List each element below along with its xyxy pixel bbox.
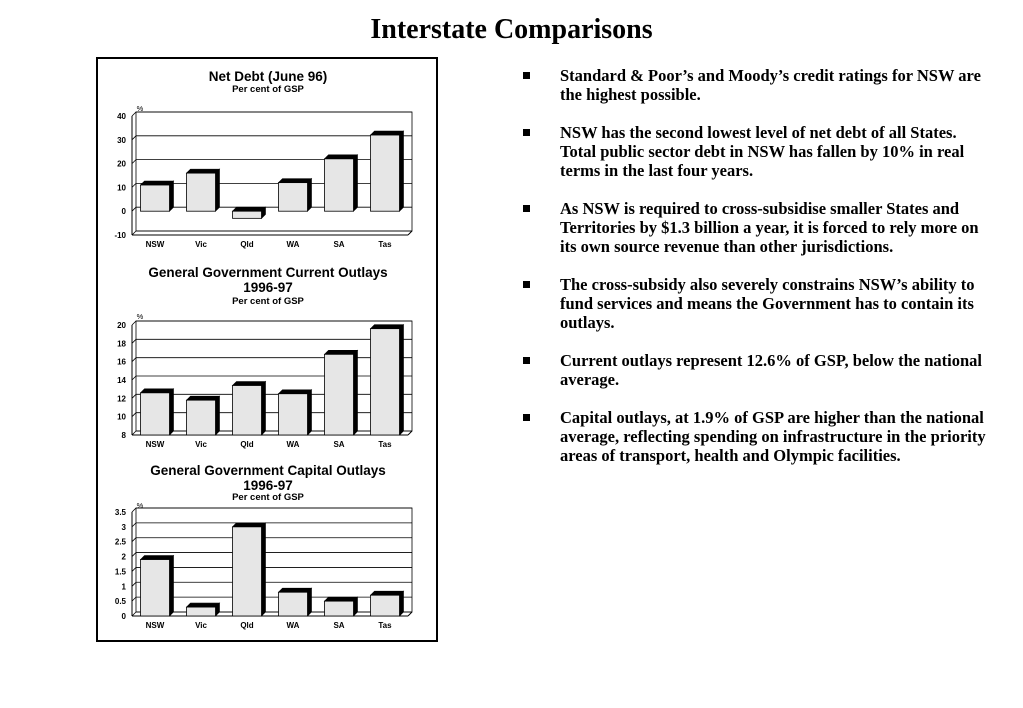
y-tick-label: 3.5 [114, 508, 126, 517]
bar-top [187, 396, 220, 400]
x-tick-label: Tas [378, 621, 392, 630]
x-tick-label: NSW [145, 440, 165, 449]
bar-top [371, 325, 404, 329]
bullet-text: NSW has the second lowest level of net debt of all States. Total public sector debt in NSW has fallen by 10% in real terms in the last four years. [560, 123, 965, 180]
x-tick-label: WA [286, 440, 300, 449]
bar-side [262, 382, 266, 436]
gridline-diagonal [132, 112, 136, 116]
bar-top [371, 131, 404, 135]
gridline-diagonal [132, 431, 136, 435]
y-axis-unit-label: % [136, 104, 144, 113]
x-axis-corner [408, 612, 412, 616]
y-tick-label: 20 [117, 159, 126, 169]
bar-top [187, 603, 220, 607]
bullet-square-icon [523, 281, 530, 288]
chart-title-line2: 1996-97 [243, 478, 293, 493]
page-title: Interstate Comparisons [370, 14, 653, 45]
bar [325, 159, 354, 211]
bar-side [308, 390, 312, 435]
x-tick-label: Qld [240, 440, 254, 449]
y-tick-label: 12 [117, 394, 126, 404]
bar [187, 173, 216, 211]
x-tick-label: NSW [145, 240, 165, 249]
bullet-item [520, 199, 990, 256]
bullet-item [520, 66, 990, 104]
chart-title-line2: 1996-97 [243, 280, 293, 295]
y-tick-label: 10 [117, 412, 126, 422]
bar [233, 527, 262, 616]
gridline-diagonal [132, 553, 136, 557]
y-axis-unit-label: % [136, 312, 144, 321]
x-tick-label: Qld [240, 621, 254, 630]
y-tick-label: 18 [117, 339, 126, 349]
chart-subtitle: Per cent of GSP [232, 296, 304, 307]
x-tick-label: NSW [145, 621, 165, 630]
x-tick-label: SA [333, 621, 345, 630]
bullet-item [520, 408, 990, 465]
x-tick-label: SA [333, 240, 345, 249]
bar-top [279, 588, 312, 592]
bar-side [308, 179, 312, 212]
bullet-item [520, 351, 990, 389]
x-axis-corner [408, 231, 412, 235]
gridline-diagonal [132, 538, 136, 542]
x-tick-label: WA [286, 240, 300, 249]
bullet-text: The cross-subsidy also severely constrains NSW’s ability to fund services and means the Government has to contain its outlays. [560, 275, 975, 332]
bullet-text: Capital outlays, at 1.9% of GSP are higher than the national average, reflecting spending on infrastructure in the priority areas of transport, health and Olympic facilities. [560, 408, 986, 465]
bar [233, 211, 262, 218]
gridline-diagonal [132, 523, 136, 527]
bar-side [400, 131, 404, 211]
bar-top [371, 591, 404, 595]
bar-top [325, 597, 358, 601]
bar-side [354, 155, 358, 211]
y-tick-label: 0 [121, 207, 126, 217]
bar-top [141, 181, 174, 185]
x-tick-label: WA [286, 621, 300, 630]
bar-side [354, 350, 358, 435]
bar [233, 386, 262, 436]
bar-side [170, 181, 174, 211]
y-tick-label: 1 [121, 582, 126, 592]
bar [141, 393, 170, 435]
gridline-diagonal [132, 183, 136, 187]
gridline-diagonal [132, 597, 136, 601]
gridline-diagonal [132, 160, 136, 164]
gridline-diagonal [132, 136, 136, 140]
bar-top [187, 169, 220, 173]
chart-subtitle: Per cent of GSP [232, 492, 304, 503]
chart-title: General Government Current Outlays [148, 265, 388, 280]
bullet-text: Current outlays represent 12.6% of GSP, below the national average. [560, 351, 982, 389]
y-tick-label: 2 [121, 552, 126, 562]
bar-side [216, 396, 220, 435]
chart-subtitle: Per cent of GSP [232, 84, 304, 95]
bullet-square-icon [523, 129, 530, 136]
bar [187, 400, 216, 435]
y-tick-label: 20 [117, 321, 126, 330]
gridline-diagonal [132, 508, 136, 512]
gridline-diagonal [132, 207, 136, 211]
bar [279, 394, 308, 435]
bar [325, 601, 354, 616]
bar [371, 595, 400, 616]
bar-top [279, 390, 312, 394]
y-tick-label: 14 [117, 376, 126, 385]
chart-panel [96, 57, 438, 642]
y-tick-label: 2.5 [114, 537, 126, 547]
bullet-item [520, 275, 990, 332]
bar-top [141, 556, 174, 560]
gridline-diagonal [132, 321, 136, 325]
y-tick-label: 40 [117, 112, 126, 121]
bar-top [233, 382, 266, 386]
gridline-diagonal [132, 376, 136, 380]
chart-title: General Government Capital Outlays [150, 463, 386, 478]
bar [325, 354, 354, 435]
y-tick-label: 3 [121, 522, 126, 532]
bar [141, 560, 170, 616]
x-tick-label: SA [333, 440, 345, 449]
bar-side [216, 169, 220, 211]
y-tick-label: 1.5 [114, 567, 126, 577]
y-tick-label: 16 [117, 357, 126, 367]
x-tick-label: Tas [378, 440, 392, 449]
bar [371, 329, 400, 435]
bullet-square-icon [523, 414, 530, 421]
bar-top [141, 389, 174, 393]
bar [279, 592, 308, 616]
gridline-diagonal [132, 413, 136, 417]
gridline-diagonal [132, 567, 136, 571]
x-tick-label: Tas [378, 240, 392, 249]
bar [187, 607, 216, 616]
bar-top [325, 350, 358, 354]
y-tick-label: -10 [114, 231, 126, 240]
x-tick-label: Vic [195, 240, 207, 249]
x-tick-label: Qld [240, 240, 254, 249]
chart-title: Net Debt (June 96) [208, 69, 328, 84]
bullet-item [520, 123, 990, 180]
bullet-text: Standard & Poor’s and Moody’s credit ratings for NSW are the highest possible. [560, 66, 981, 104]
charts-svg [98, 59, 436, 640]
bar-side [170, 389, 174, 435]
gridline-diagonal [132, 358, 136, 362]
gridline-diagonal [132, 394, 136, 398]
gridline-diagonal [132, 582, 136, 586]
bullet-list [520, 66, 990, 484]
gridline-diagonal [132, 231, 136, 235]
x-tick-label: Vic [195, 621, 207, 630]
y-tick-label: 0.5 [114, 597, 126, 607]
bar [371, 135, 400, 211]
bar [279, 183, 308, 212]
y-tick-label: 0 [121, 612, 126, 621]
bullet-square-icon [523, 72, 530, 79]
bar-top [279, 179, 312, 183]
bar-side [262, 523, 266, 616]
bar-top [233, 207, 266, 211]
bar [141, 185, 170, 211]
gridline-diagonal [132, 612, 136, 616]
bar-top [233, 523, 266, 527]
y-tick-label: 8 [121, 431, 126, 440]
y-tick-label: 10 [117, 183, 126, 193]
bullet-square-icon [523, 357, 530, 364]
gridline-diagonal [132, 339, 136, 343]
bullet-square-icon [523, 205, 530, 212]
x-axis-corner [408, 431, 412, 435]
bar-top [325, 155, 358, 159]
bullet-text: As NSW is required to cross-subsidise smaller States and Territories by $1.3 billion a year, it is forced to rely more on its own source revenue than other jurisdictions. [560, 199, 979, 256]
y-tick-label: 30 [117, 135, 126, 145]
x-tick-label: Vic [195, 440, 207, 449]
bar-side [400, 325, 404, 435]
bar-side [170, 556, 174, 616]
bar-side [308, 588, 312, 616]
y-axis-unit-label: % [136, 501, 144, 510]
